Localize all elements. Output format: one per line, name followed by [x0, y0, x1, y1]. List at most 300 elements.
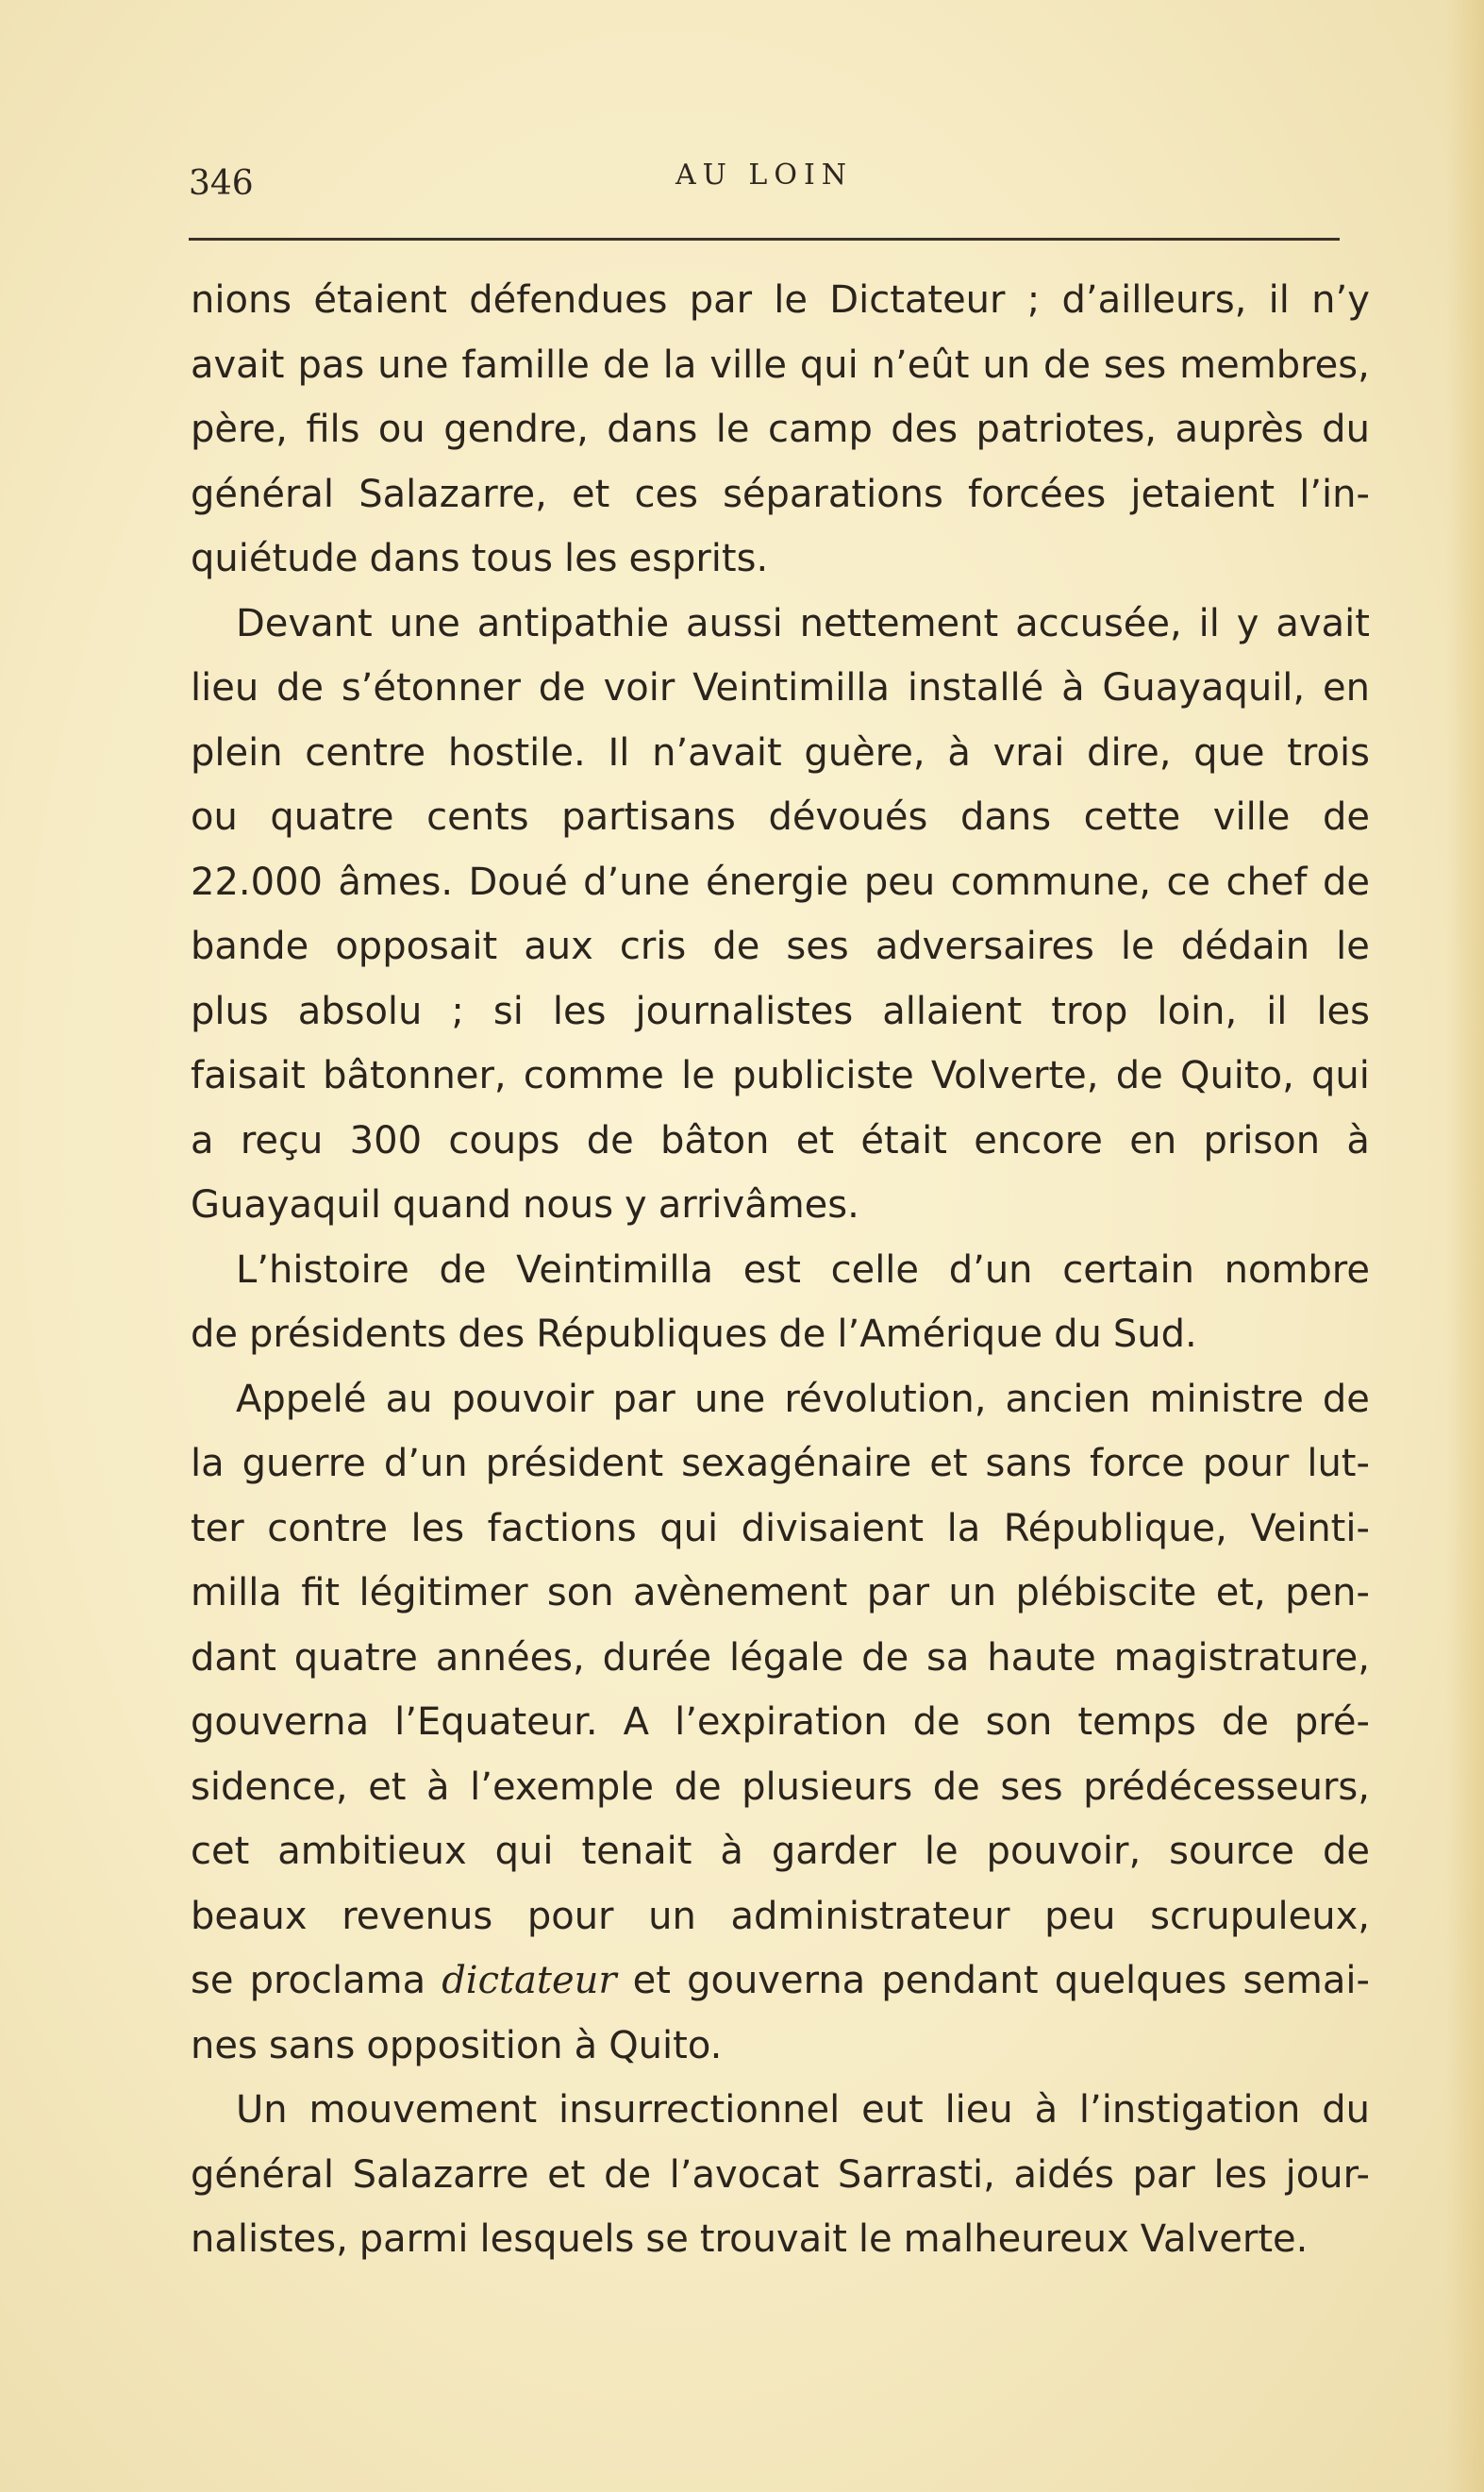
word: chef: [1226, 860, 1308, 904]
word: ses: [1000, 1764, 1063, 1809]
word: le: [774, 278, 809, 322]
word: ancien: [1005, 1377, 1131, 1421]
body-text: [191, 268, 1370, 2272]
word: République,: [1003, 1506, 1227, 1550]
word: en: [1322, 666, 1370, 710]
word: le: [1336, 925, 1370, 968]
word: mouvement: [308, 2088, 538, 2132]
word: par: [689, 278, 753, 322]
word: aidés: [1013, 2152, 1114, 2197]
word: énergie: [705, 860, 849, 904]
word: cet: [191, 1830, 250, 1873]
word: fils: [306, 408, 360, 451]
word: l’instigation: [1078, 2088, 1301, 2132]
word: général: [191, 2152, 335, 2197]
word: administrateur: [730, 1894, 1010, 1938]
word: la: [191, 1442, 225, 1485]
text-line: [191, 1626, 1370, 1691]
word: allaient: [882, 989, 1023, 1033]
word: le: [858, 2217, 892, 2261]
text-line: [191, 462, 1370, 527]
word: semai-: [1242, 1959, 1370, 2002]
word: faisait: [191, 1054, 306, 1097]
word: qui: [799, 343, 859, 387]
word: et: [632, 1959, 671, 2002]
word: plébiscite: [1015, 1571, 1197, 1614]
text-line: [191, 979, 1370, 1045]
word: il: [1266, 989, 1288, 1033]
word: il: [1198, 601, 1220, 645]
word: reçu: [240, 1118, 324, 1162]
text-line: [191, 1302, 1370, 1367]
text-line: [191, 785, 1370, 850]
word: Salazarre: [352, 2152, 529, 2197]
word: commune,: [950, 860, 1152, 904]
word: quand: [392, 1183, 512, 1227]
word: proclama: [249, 1959, 426, 2002]
word: une: [389, 601, 460, 645]
word: Un: [236, 2088, 288, 2132]
word: Doué: [468, 860, 568, 904]
word: les: [1213, 2152, 1268, 2197]
word: ville: [1212, 795, 1291, 839]
word: Veintimilla: [516, 1247, 714, 1292]
word: à: [1061, 666, 1085, 710]
word: L’histoire: [236, 1247, 409, 1292]
word: forcées: [968, 472, 1107, 516]
word: d’un: [948, 1247, 1033, 1292]
word: Sarrasti,: [837, 2152, 995, 2197]
word: ce: [1166, 860, 1211, 904]
word: qui: [494, 1830, 554, 1873]
word: si: [492, 989, 524, 1033]
word: et: [795, 1118, 835, 1162]
word: Guayaquil,: [1102, 666, 1306, 710]
word: dans: [607, 408, 698, 451]
word: Il: [608, 730, 630, 775]
word: haute: [987, 1635, 1096, 1680]
word: cents: [426, 795, 529, 839]
word: nous: [523, 1183, 614, 1227]
word: arrivâmes.: [658, 1183, 859, 1227]
word: ter: [191, 1506, 244, 1550]
word: un: [648, 1894, 696, 1938]
word: sa: [926, 1635, 970, 1680]
word: ses: [1103, 343, 1167, 387]
word: Républiques: [536, 1313, 768, 1356]
word: quelques: [1054, 1959, 1227, 2002]
word: tous: [471, 537, 553, 580]
word: guère,: [804, 730, 925, 775]
word: Volverte,: [930, 1054, 1099, 1097]
word: la: [662, 343, 697, 387]
word: et: [368, 1764, 407, 1809]
word: les: [563, 537, 618, 580]
word: le: [681, 1054, 715, 1097]
word: qui: [659, 1506, 719, 1550]
text-line: [191, 2143, 1370, 2208]
word: ou: [377, 408, 425, 451]
word: Valverte.: [1140, 2217, 1309, 2261]
running-title: AU LOIN: [675, 159, 854, 192]
text-line: [191, 1367, 1370, 1432]
word: certain: [1062, 1247, 1194, 1292]
word: père,: [191, 408, 288, 451]
word: âmes.: [338, 860, 454, 904]
word: de: [1322, 1377, 1370, 1421]
word: camp: [767, 408, 873, 451]
word: pré-: [1293, 1700, 1370, 1744]
word: centre: [305, 730, 426, 775]
word: et: [929, 1442, 968, 1485]
word: factions: [487, 1506, 637, 1550]
word: 300: [349, 1118, 423, 1162]
word: nombre: [1224, 1247, 1370, 1292]
word: l’expiration: [675, 1700, 888, 1744]
word: revenus: [342, 1894, 493, 1938]
word: à: [426, 1764, 450, 1809]
word: de: [276, 666, 325, 710]
word: étaient: [313, 278, 447, 322]
word: prédécesseurs,: [1083, 1764, 1370, 1809]
word: opposition: [366, 2023, 563, 2067]
word: son: [546, 1571, 614, 1614]
text-line: [191, 1044, 1370, 1109]
word: aux: [524, 925, 593, 968]
word: y: [625, 1183, 647, 1227]
word: durée: [602, 1635, 712, 1680]
word: n’eût: [871, 343, 970, 387]
word: Guayaquil: [191, 1183, 382, 1227]
word: avait: [191, 343, 285, 387]
word: sans: [268, 2023, 356, 2067]
word: d’un: [383, 1442, 468, 1485]
text-line: [191, 914, 1370, 979]
word: dans: [369, 537, 460, 580]
word: de: [932, 1764, 980, 1809]
word: de: [912, 1700, 960, 1744]
word: d’ailleurs,: [1061, 278, 1247, 322]
word: 22.000: [191, 860, 323, 904]
word: de: [1323, 795, 1370, 839]
word: de: [778, 1313, 826, 1356]
word: une: [377, 343, 449, 387]
word: défendues: [469, 278, 668, 322]
word: publiciste: [732, 1054, 914, 1097]
word: absolu: [297, 989, 423, 1033]
word: pouvoir: [451, 1377, 594, 1421]
word: qui: [1311, 1054, 1370, 1097]
word: A: [623, 1700, 650, 1744]
word: gouverna: [687, 1959, 866, 2002]
word: famille: [461, 343, 590, 387]
word: bâtonner,: [323, 1054, 507, 1097]
word: lesquels: [479, 2217, 635, 2261]
page-header: [189, 159, 1340, 215]
word: antipathie: [476, 601, 670, 645]
word: à: [1034, 2088, 1059, 2132]
word: sans: [985, 1442, 1073, 1485]
word: encore: [974, 1118, 1103, 1162]
word: ambitieux: [277, 1830, 467, 1873]
word: gouverna: [191, 1700, 370, 1744]
text-line: [191, 1690, 1370, 1755]
word: ministre: [1149, 1377, 1304, 1421]
word: Quito.: [609, 2023, 723, 2067]
word: l’Equateur.: [394, 1700, 598, 1744]
word: coups: [448, 1118, 560, 1162]
word: prison: [1203, 1118, 1321, 1162]
word: ou: [191, 795, 238, 839]
word: le: [715, 408, 750, 451]
word: est: [742, 1247, 801, 1292]
word: temps: [1077, 1700, 1196, 1744]
word: lieu: [191, 666, 259, 710]
word: en: [1129, 1118, 1177, 1162]
word: dans: [959, 795, 1052, 839]
word: dire,: [1087, 730, 1172, 775]
word: pendant: [881, 1959, 1039, 2002]
word: des: [891, 408, 959, 451]
word: Dictateur: [829, 278, 1006, 322]
word: n’avait: [652, 730, 782, 775]
word: de: [439, 1247, 487, 1292]
word: quatre: [293, 1635, 418, 1680]
word: de: [1115, 1054, 1163, 1097]
text-line: [191, 850, 1370, 915]
word: trouvait: [699, 2217, 847, 2261]
word: de: [586, 1118, 634, 1162]
word: un: [982, 343, 1031, 387]
word: peu: [863, 860, 936, 904]
word: Veintimilla: [692, 666, 891, 710]
text-line: [191, 268, 1370, 333]
word: de: [1042, 343, 1091, 387]
word: s’étonner: [341, 666, 521, 710]
word: insurrectionnel: [558, 2088, 841, 2132]
word: présidents: [249, 1313, 447, 1356]
word: nions: [191, 278, 292, 322]
word: esprits.: [628, 537, 769, 580]
word: au: [385, 1377, 433, 1421]
page-number: 346: [189, 164, 254, 203]
word: aussi: [686, 601, 783, 645]
word: se: [645, 2217, 689, 2261]
word: dédain: [1180, 925, 1310, 968]
text-line: [191, 656, 1370, 721]
text-line: [191, 1431, 1370, 1497]
word: à: [1346, 1118, 1370, 1162]
word: de: [602, 343, 650, 387]
word: avait: [1276, 601, 1370, 645]
word: le: [924, 1830, 959, 1873]
word: de: [604, 2152, 652, 2197]
word: adversaires: [875, 925, 1094, 968]
word: Quito,: [1179, 1054, 1294, 1097]
word: eut: [861, 2088, 924, 2132]
word: patriotes,: [975, 408, 1158, 451]
word: loin,: [1157, 989, 1238, 1033]
word: par: [612, 1377, 675, 1421]
word: cris: [619, 925, 687, 968]
word: son: [985, 1700, 1053, 1744]
word: dant: [191, 1635, 276, 1680]
word: légitimer: [358, 1571, 528, 1614]
word: tenait: [581, 1830, 692, 1873]
word: séparations: [723, 472, 943, 516]
word: de: [1322, 1830, 1370, 1873]
word: l’avocat: [669, 2152, 820, 2197]
word: Devant: [236, 601, 373, 645]
word: jour-: [1285, 2152, 1370, 2197]
word: contre: [267, 1506, 388, 1550]
word: des: [458, 1313, 525, 1356]
word: quiétude: [191, 537, 358, 580]
page-edge-shadow: [1446, 0, 1484, 2492]
text-line: [191, 1884, 1370, 1949]
word: peu: [1044, 1894, 1116, 1938]
word: pour: [526, 1894, 614, 1938]
word: plusieurs: [742, 1764, 913, 1809]
word: du: [1322, 408, 1370, 451]
word: les: [552, 989, 607, 1033]
word: ;: [1026, 278, 1041, 322]
word: vrai: [992, 730, 1065, 775]
word: auprès: [1175, 408, 1304, 451]
word: du: [1322, 2088, 1370, 2132]
word: l’exemple: [470, 1764, 654, 1809]
word: celle: [830, 1247, 920, 1292]
word: lut-: [1307, 1442, 1370, 1485]
word: Salazarre,: [358, 472, 547, 516]
word: Veinti-: [1250, 1506, 1370, 1550]
word: plein: [191, 730, 283, 775]
word: nettement: [799, 601, 999, 645]
word: pouvoir,: [986, 1830, 1142, 1873]
word: ces: [634, 472, 698, 516]
word: trop: [1051, 989, 1128, 1033]
word: et: [572, 472, 610, 516]
word: plus: [191, 989, 269, 1033]
word: cette: [1083, 795, 1181, 839]
word: bande: [191, 925, 309, 968]
word: bâton: [660, 1118, 770, 1162]
word: que: [1193, 730, 1265, 775]
word: de: [861, 1635, 909, 1680]
word: d’une: [583, 860, 691, 904]
word: quatre: [270, 795, 394, 839]
word: lieu: [944, 2088, 1013, 2132]
text-line: [191, 1755, 1370, 1820]
word: à: [574, 2023, 598, 2067]
word: pas: [297, 343, 365, 387]
word: les: [1316, 989, 1370, 1033]
word: pen-: [1285, 1571, 1370, 1614]
word: était: [860, 1118, 947, 1162]
word: comme: [523, 1054, 664, 1097]
word: et: [547, 2152, 586, 2197]
word: garder: [771, 1830, 896, 1873]
word: opposait: [335, 925, 498, 968]
text-line: [191, 2014, 1370, 2079]
word: guerre: [242, 1442, 366, 1485]
word: pour: [1202, 1442, 1290, 1485]
word: avènement: [632, 1571, 848, 1614]
word: se: [191, 1959, 234, 2002]
text-line: [191, 2207, 1370, 2272]
word: le: [1120, 925, 1155, 968]
word: journalistes: [635, 989, 854, 1033]
word: il: [1268, 278, 1290, 322]
word: de: [674, 1764, 722, 1809]
word: dictateur: [442, 1959, 617, 2002]
word: beaux: [191, 1894, 308, 1938]
text-line: [191, 1561, 1370, 1626]
text-line: [191, 1109, 1370, 1174]
word: un: [948, 1571, 997, 1614]
word: à: [947, 730, 971, 775]
word: ;: [451, 989, 464, 1033]
word: Sud.: [1112, 1313, 1197, 1356]
word: milla: [191, 1571, 282, 1614]
word: a: [191, 1118, 214, 1162]
text-line: [191, 1238, 1370, 1303]
word: général: [191, 472, 335, 516]
word: ses: [786, 925, 849, 968]
word: de: [1221, 1700, 1269, 1744]
text-line: [191, 1819, 1370, 1884]
word: divisaient: [741, 1506, 925, 1550]
text-line: [191, 592, 1370, 657]
word: fit: [301, 1571, 341, 1614]
word: légale: [728, 1635, 844, 1680]
word: force: [1090, 1442, 1185, 1485]
word: par: [866, 1571, 930, 1614]
word: de: [191, 1313, 238, 1356]
word: de: [712, 925, 760, 968]
word: installé: [907, 666, 1044, 710]
word: parmi: [358, 2217, 469, 2261]
word: voir: [603, 666, 675, 710]
word: n’y: [1311, 278, 1370, 322]
word: une: [693, 1377, 766, 1421]
word: du: [1054, 1313, 1102, 1356]
word: source: [1169, 1830, 1294, 1873]
word: gendre,: [443, 408, 589, 451]
word: nalistes,: [191, 2217, 348, 2261]
word: années,: [435, 1635, 585, 1680]
text-line: [191, 2078, 1370, 2143]
word: y: [1236, 601, 1259, 645]
text-line: [191, 527, 1370, 592]
text-line: [191, 1173, 1370, 1238]
word: membres,: [1179, 343, 1370, 387]
word: partisans: [561, 795, 736, 839]
word: accusée,: [1015, 601, 1182, 645]
header-rule: [189, 238, 1340, 241]
word: hostile.: [447, 730, 586, 775]
text-line: [191, 397, 1370, 462]
word: de: [538, 666, 586, 710]
word: sidence,: [191, 1764, 348, 1809]
text-line: [191, 1948, 1370, 2014]
word: les: [410, 1506, 465, 1550]
word: dévoués: [768, 795, 928, 839]
word: sexagénaire: [681, 1442, 912, 1485]
word: malheureux: [903, 2217, 1129, 2261]
word: Appelé: [236, 1377, 367, 1421]
word: trois: [1287, 730, 1370, 775]
